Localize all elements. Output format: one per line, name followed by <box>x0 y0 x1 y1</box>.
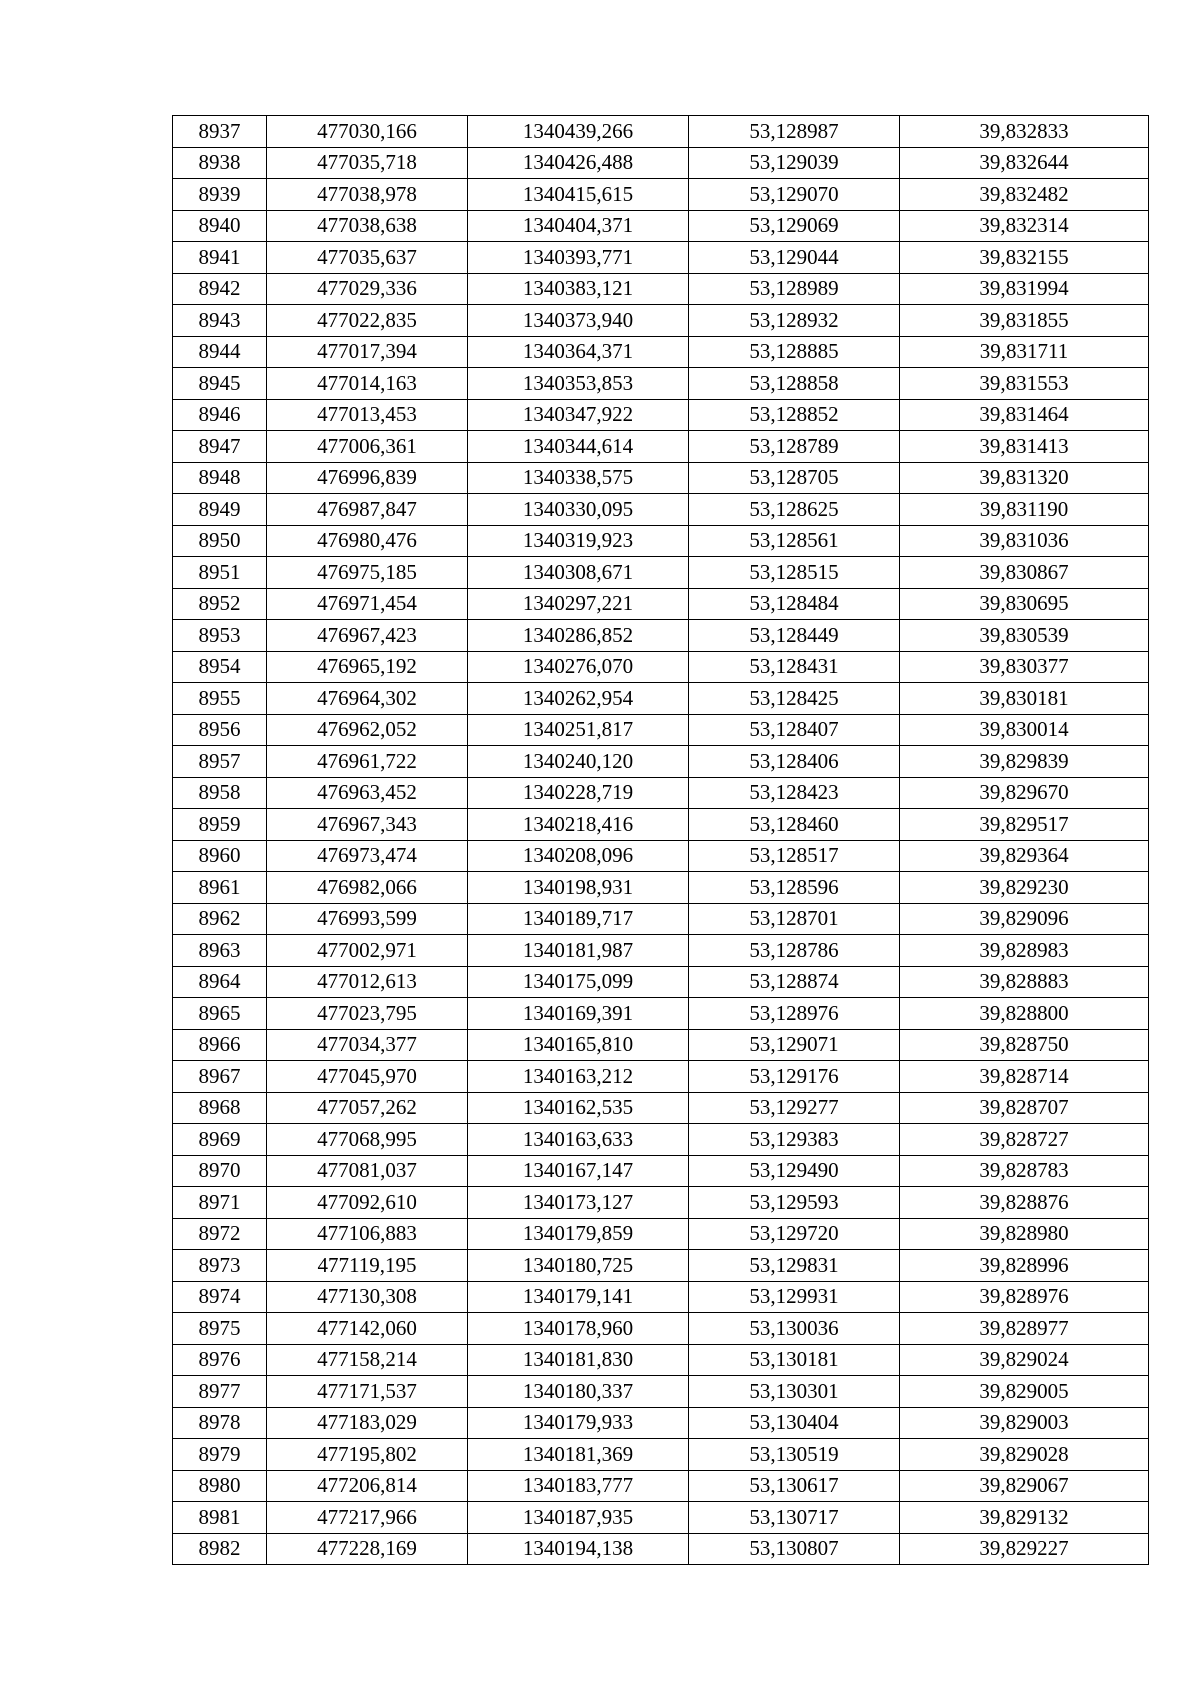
x-coordinate-cell: 477068,995 <box>267 1124 468 1156</box>
table-row <box>173 1344 1149 1376</box>
point-number-cell: 8938 <box>173 147 267 179</box>
x-coordinate-cell: 477119,195 <box>267 1250 468 1282</box>
latitude-cell: 53,129069 <box>689 210 900 242</box>
latitude-cell: 53,128705 <box>689 462 900 494</box>
y-coordinate-cell: 1340163,212 <box>468 1061 689 1093</box>
x-coordinate-cell: 476993,599 <box>267 903 468 935</box>
latitude-cell: 53,128625 <box>689 494 900 526</box>
point-number-cell: 8981 <box>173 1502 267 1534</box>
longitude-cell: 39,828800 <box>900 998 1149 1030</box>
y-coordinate-cell: 1340175,099 <box>468 966 689 998</box>
x-coordinate-cell: 476964,302 <box>267 683 468 715</box>
table-row <box>173 462 1149 494</box>
point-number-cell: 8975 <box>173 1313 267 1345</box>
x-coordinate-cell: 476987,847 <box>267 494 468 526</box>
longitude-cell: 39,828883 <box>900 966 1149 998</box>
x-coordinate-cell: 477045,970 <box>267 1061 468 1093</box>
point-number-cell: 8939 <box>173 179 267 211</box>
longitude-cell: 39,832482 <box>900 179 1149 211</box>
table-row <box>173 1092 1149 1124</box>
point-number-cell: 8950 <box>173 525 267 557</box>
x-coordinate-cell: 476982,066 <box>267 872 468 904</box>
table-row <box>173 651 1149 683</box>
latitude-cell: 53,128885 <box>689 336 900 368</box>
y-coordinate-cell: 1340383,121 <box>468 273 689 305</box>
x-coordinate-cell: 477030,166 <box>267 116 468 148</box>
latitude-cell: 53,129931 <box>689 1281 900 1313</box>
y-coordinate-cell: 1340208,096 <box>468 840 689 872</box>
longitude-cell: 39,831994 <box>900 273 1149 305</box>
point-number-cell: 8965 <box>173 998 267 1030</box>
y-coordinate-cell: 1340330,095 <box>468 494 689 526</box>
table-row <box>173 1218 1149 1250</box>
latitude-cell: 53,128561 <box>689 525 900 557</box>
y-coordinate-cell: 1340162,535 <box>468 1092 689 1124</box>
point-number-cell: 8957 <box>173 746 267 778</box>
point-number-cell: 8980 <box>173 1470 267 1502</box>
table-row <box>173 840 1149 872</box>
table-row <box>173 494 1149 526</box>
y-coordinate-cell: 1340165,810 <box>468 1029 689 1061</box>
x-coordinate-cell: 477057,262 <box>267 1092 468 1124</box>
table-row <box>173 620 1149 652</box>
longitude-cell: 39,828976 <box>900 1281 1149 1313</box>
table-row <box>173 1502 1149 1534</box>
table-row <box>173 1376 1149 1408</box>
latitude-cell: 53,130301 <box>689 1376 900 1408</box>
point-number-cell: 8972 <box>173 1218 267 1250</box>
x-coordinate-cell: 476962,052 <box>267 714 468 746</box>
y-coordinate-cell: 1340194,138 <box>468 1533 689 1565</box>
latitude-cell: 53,128874 <box>689 966 900 998</box>
point-number-cell: 8968 <box>173 1092 267 1124</box>
latitude-cell: 53,129490 <box>689 1155 900 1187</box>
table-row <box>173 1029 1149 1061</box>
x-coordinate-cell: 477014,163 <box>267 368 468 400</box>
latitude-cell: 53,128596 <box>689 872 900 904</box>
y-coordinate-cell: 1340393,771 <box>468 242 689 274</box>
table-row <box>173 1281 1149 1313</box>
table-row <box>173 336 1149 368</box>
y-coordinate-cell: 1340173,127 <box>468 1187 689 1219</box>
latitude-cell: 53,130807 <box>689 1533 900 1565</box>
latitude-cell: 53,128515 <box>689 557 900 589</box>
point-number-cell: 8977 <box>173 1376 267 1408</box>
latitude-cell: 53,129071 <box>689 1029 900 1061</box>
latitude-cell: 53,129383 <box>689 1124 900 1156</box>
latitude-cell: 53,128517 <box>689 840 900 872</box>
point-number-cell: 8969 <box>173 1124 267 1156</box>
longitude-cell: 39,831413 <box>900 431 1149 463</box>
x-coordinate-cell: 477183,029 <box>267 1407 468 1439</box>
point-number-cell: 8959 <box>173 809 267 841</box>
latitude-cell: 53,129176 <box>689 1061 900 1093</box>
table-row <box>173 809 1149 841</box>
x-coordinate-cell: 476980,476 <box>267 525 468 557</box>
latitude-cell: 53,130036 <box>689 1313 900 1345</box>
table-row <box>173 1124 1149 1156</box>
latitude-cell: 53,128701 <box>689 903 900 935</box>
y-coordinate-cell: 1340347,922 <box>468 399 689 431</box>
point-number-cell: 8966 <box>173 1029 267 1061</box>
point-number-cell: 8973 <box>173 1250 267 1282</box>
point-number-cell: 8974 <box>173 1281 267 1313</box>
y-coordinate-cell: 1340240,120 <box>468 746 689 778</box>
latitude-cell: 53,128786 <box>689 935 900 967</box>
latitude-cell: 53,128852 <box>689 399 900 431</box>
y-coordinate-cell: 1340404,371 <box>468 210 689 242</box>
point-number-cell: 8943 <box>173 305 267 337</box>
longitude-cell: 39,829028 <box>900 1439 1149 1471</box>
y-coordinate-cell: 1340373,940 <box>468 305 689 337</box>
longitude-cell: 39,829096 <box>900 903 1149 935</box>
point-number-cell: 8960 <box>173 840 267 872</box>
y-coordinate-cell: 1340181,369 <box>468 1439 689 1471</box>
latitude-cell: 53,130617 <box>689 1470 900 1502</box>
x-coordinate-cell: 477029,336 <box>267 273 468 305</box>
x-coordinate-cell: 476965,192 <box>267 651 468 683</box>
y-coordinate-cell: 1340180,725 <box>468 1250 689 1282</box>
longitude-cell: 39,828750 <box>900 1029 1149 1061</box>
table-row <box>173 1061 1149 1093</box>
point-number-cell: 8967 <box>173 1061 267 1093</box>
latitude-cell: 53,129039 <box>689 147 900 179</box>
table-row <box>173 242 1149 274</box>
longitude-cell: 39,830695 <box>900 588 1149 620</box>
point-number-cell: 8961 <box>173 872 267 904</box>
y-coordinate-cell: 1340276,070 <box>468 651 689 683</box>
longitude-cell: 39,829517 <box>900 809 1149 841</box>
table-row <box>173 1155 1149 1187</box>
longitude-cell: 39,830867 <box>900 557 1149 589</box>
point-number-cell: 8948 <box>173 462 267 494</box>
table-row <box>173 966 1149 998</box>
x-coordinate-cell: 477158,214 <box>267 1344 468 1376</box>
x-coordinate-cell: 477206,814 <box>267 1470 468 1502</box>
x-coordinate-cell: 477002,971 <box>267 935 468 967</box>
point-number-cell: 8947 <box>173 431 267 463</box>
point-number-cell: 8951 <box>173 557 267 589</box>
point-number-cell: 8970 <box>173 1155 267 1187</box>
latitude-cell: 53,129044 <box>689 242 900 274</box>
x-coordinate-cell: 477035,637 <box>267 242 468 274</box>
latitude-cell: 53,128425 <box>689 683 900 715</box>
x-coordinate-cell: 477081,037 <box>267 1155 468 1187</box>
latitude-cell: 53,130717 <box>689 1502 900 1534</box>
y-coordinate-cell: 1340262,954 <box>468 683 689 715</box>
point-number-cell: 8937 <box>173 116 267 148</box>
x-coordinate-cell: 477130,308 <box>267 1281 468 1313</box>
point-number-cell: 8955 <box>173 683 267 715</box>
longitude-cell: 39,830377 <box>900 651 1149 683</box>
longitude-cell: 39,829670 <box>900 777 1149 809</box>
table-row <box>173 1187 1149 1219</box>
y-coordinate-cell: 1340169,391 <box>468 998 689 1030</box>
x-coordinate-cell: 476973,474 <box>267 840 468 872</box>
table-row <box>173 557 1149 589</box>
table-row <box>173 431 1149 463</box>
x-coordinate-cell: 477022,835 <box>267 305 468 337</box>
y-coordinate-cell: 1340338,575 <box>468 462 689 494</box>
latitude-cell: 53,129277 <box>689 1092 900 1124</box>
y-coordinate-cell: 1340198,931 <box>468 872 689 904</box>
y-coordinate-cell: 1340163,633 <box>468 1124 689 1156</box>
latitude-cell: 53,130404 <box>689 1407 900 1439</box>
table-row <box>173 525 1149 557</box>
table-row <box>173 179 1149 211</box>
longitude-cell: 39,829230 <box>900 872 1149 904</box>
latitude-cell: 53,128407 <box>689 714 900 746</box>
latitude-cell: 53,129720 <box>689 1218 900 1250</box>
longitude-cell: 39,828714 <box>900 1061 1149 1093</box>
x-coordinate-cell: 476967,343 <box>267 809 468 841</box>
table-row <box>173 683 1149 715</box>
x-coordinate-cell: 477012,613 <box>267 966 468 998</box>
longitude-cell: 39,829024 <box>900 1344 1149 1376</box>
point-number-cell: 8946 <box>173 399 267 431</box>
y-coordinate-cell: 1340181,830 <box>468 1344 689 1376</box>
latitude-cell: 53,128484 <box>689 588 900 620</box>
longitude-cell: 39,829005 <box>900 1376 1149 1408</box>
longitude-cell: 39,828783 <box>900 1155 1149 1187</box>
y-coordinate-cell: 1340189,717 <box>468 903 689 935</box>
latitude-cell: 53,130181 <box>689 1344 900 1376</box>
table-row <box>173 399 1149 431</box>
latitude-cell: 53,128460 <box>689 809 900 841</box>
longitude-cell: 39,828977 <box>900 1313 1149 1345</box>
coordinates-table-body <box>173 116 1149 1565</box>
x-coordinate-cell: 477092,610 <box>267 1187 468 1219</box>
latitude-cell: 53,128989 <box>689 273 900 305</box>
latitude-cell: 53,129593 <box>689 1187 900 1219</box>
point-number-cell: 8942 <box>173 273 267 305</box>
latitude-cell: 53,128423 <box>689 777 900 809</box>
table-row <box>173 147 1149 179</box>
point-number-cell: 8982 <box>173 1533 267 1565</box>
y-coordinate-cell: 1340426,488 <box>468 147 689 179</box>
x-coordinate-cell: 476963,452 <box>267 777 468 809</box>
point-number-cell: 8958 <box>173 777 267 809</box>
latitude-cell: 53,128932 <box>689 305 900 337</box>
point-number-cell: 8954 <box>173 651 267 683</box>
point-number-cell: 8963 <box>173 935 267 967</box>
x-coordinate-cell: 477195,802 <box>267 1439 468 1471</box>
table-row <box>173 368 1149 400</box>
latitude-cell: 53,129831 <box>689 1250 900 1282</box>
y-coordinate-cell: 1340179,933 <box>468 1407 689 1439</box>
longitude-cell: 39,828983 <box>900 935 1149 967</box>
x-coordinate-cell: 477228,169 <box>267 1533 468 1565</box>
y-coordinate-cell: 1340251,817 <box>468 714 689 746</box>
y-coordinate-cell: 1340218,416 <box>468 809 689 841</box>
point-number-cell: 8953 <box>173 620 267 652</box>
point-number-cell: 8956 <box>173 714 267 746</box>
longitude-cell: 39,832833 <box>900 116 1149 148</box>
longitude-cell: 39,831464 <box>900 399 1149 431</box>
latitude-cell: 53,128789 <box>689 431 900 463</box>
x-coordinate-cell: 477017,394 <box>267 336 468 368</box>
longitude-cell: 39,829132 <box>900 1502 1149 1534</box>
longitude-cell: 39,828707 <box>900 1092 1149 1124</box>
point-number-cell: 8941 <box>173 242 267 274</box>
y-coordinate-cell: 1340415,615 <box>468 179 689 211</box>
latitude-cell: 53,128431 <box>689 651 900 683</box>
y-coordinate-cell: 1340286,852 <box>468 620 689 652</box>
x-coordinate-cell: 476967,423 <box>267 620 468 652</box>
table-row <box>173 116 1149 148</box>
x-coordinate-cell: 477035,718 <box>267 147 468 179</box>
longitude-cell: 39,829003 <box>900 1407 1149 1439</box>
longitude-cell: 39,832644 <box>900 147 1149 179</box>
longitude-cell: 39,829067 <box>900 1470 1149 1502</box>
longitude-cell: 39,828876 <box>900 1187 1149 1219</box>
x-coordinate-cell: 477013,453 <box>267 399 468 431</box>
x-coordinate-cell: 477038,638 <box>267 210 468 242</box>
y-coordinate-cell: 1340364,371 <box>468 336 689 368</box>
longitude-cell: 39,831190 <box>900 494 1149 526</box>
longitude-cell: 39,828727 <box>900 1124 1149 1156</box>
point-number-cell: 8944 <box>173 336 267 368</box>
x-coordinate-cell: 476961,722 <box>267 746 468 778</box>
y-coordinate-cell: 1340178,960 <box>468 1313 689 1345</box>
point-number-cell: 8945 <box>173 368 267 400</box>
latitude-cell: 53,128858 <box>689 368 900 400</box>
point-number-cell: 8978 <box>173 1407 267 1439</box>
x-coordinate-cell: 477171,537 <box>267 1376 468 1408</box>
y-coordinate-cell: 1340319,923 <box>468 525 689 557</box>
longitude-cell: 39,831036 <box>900 525 1149 557</box>
x-coordinate-cell: 477034,377 <box>267 1029 468 1061</box>
longitude-cell: 39,828996 <box>900 1250 1149 1282</box>
longitude-cell: 39,829364 <box>900 840 1149 872</box>
latitude-cell: 53,128976 <box>689 998 900 1030</box>
x-coordinate-cell: 476975,185 <box>267 557 468 589</box>
longitude-cell: 39,830014 <box>900 714 1149 746</box>
y-coordinate-cell: 1340187,935 <box>468 1502 689 1534</box>
longitude-cell: 39,828980 <box>900 1218 1149 1250</box>
table-row <box>173 998 1149 1030</box>
latitude-cell: 53,130519 <box>689 1439 900 1471</box>
table-row <box>173 1439 1149 1471</box>
longitude-cell: 39,831855 <box>900 305 1149 337</box>
x-coordinate-cell: 477023,795 <box>267 998 468 1030</box>
y-coordinate-cell: 1340439,266 <box>468 116 689 148</box>
table-row <box>173 1407 1149 1439</box>
point-number-cell: 8964 <box>173 966 267 998</box>
point-number-cell: 8962 <box>173 903 267 935</box>
longitude-cell: 39,829227 <box>900 1533 1149 1565</box>
table-row <box>173 588 1149 620</box>
x-coordinate-cell: 476971,454 <box>267 588 468 620</box>
y-coordinate-cell: 1340228,719 <box>468 777 689 809</box>
y-coordinate-cell: 1340179,141 <box>468 1281 689 1313</box>
table-row <box>173 305 1149 337</box>
longitude-cell: 39,830181 <box>900 683 1149 715</box>
y-coordinate-cell: 1340180,337 <box>468 1376 689 1408</box>
y-coordinate-cell: 1340183,777 <box>468 1470 689 1502</box>
point-number-cell: 8976 <box>173 1344 267 1376</box>
table-row <box>173 273 1149 305</box>
y-coordinate-cell: 1340167,147 <box>468 1155 689 1187</box>
table-row <box>173 210 1149 242</box>
y-coordinate-cell: 1340344,614 <box>468 431 689 463</box>
x-coordinate-cell: 477106,883 <box>267 1218 468 1250</box>
longitude-cell: 39,829839 <box>900 746 1149 778</box>
y-coordinate-cell: 1340181,987 <box>468 935 689 967</box>
y-coordinate-cell: 1340353,853 <box>468 368 689 400</box>
point-number-cell: 8949 <box>173 494 267 526</box>
longitude-cell: 39,832155 <box>900 242 1149 274</box>
latitude-cell: 53,128449 <box>689 620 900 652</box>
table-row <box>173 746 1149 778</box>
table-row <box>173 1470 1149 1502</box>
x-coordinate-cell: 477006,361 <box>267 431 468 463</box>
x-coordinate-cell: 476996,839 <box>267 462 468 494</box>
latitude-cell: 53,128406 <box>689 746 900 778</box>
x-coordinate-cell: 477038,978 <box>267 179 468 211</box>
table-row <box>173 1313 1149 1345</box>
point-number-cell: 8979 <box>173 1439 267 1471</box>
table-row <box>173 1533 1149 1565</box>
point-number-cell: 8940 <box>173 210 267 242</box>
table-row <box>173 777 1149 809</box>
longitude-cell: 39,830539 <box>900 620 1149 652</box>
latitude-cell: 53,128987 <box>689 116 900 148</box>
point-number-cell: 8971 <box>173 1187 267 1219</box>
table-row <box>173 714 1149 746</box>
table-row <box>173 903 1149 935</box>
table-row <box>173 935 1149 967</box>
x-coordinate-cell: 477217,966 <box>267 1502 468 1534</box>
coordinates-table <box>172 115 1149 1565</box>
table-row <box>173 872 1149 904</box>
latitude-cell: 53,129070 <box>689 179 900 211</box>
longitude-cell: 39,831553 <box>900 368 1149 400</box>
longitude-cell: 39,831320 <box>900 462 1149 494</box>
longitude-cell: 39,831711 <box>900 336 1149 368</box>
point-number-cell: 8952 <box>173 588 267 620</box>
y-coordinate-cell: 1340297,221 <box>468 588 689 620</box>
longitude-cell: 39,832314 <box>900 210 1149 242</box>
table-row <box>173 1250 1149 1282</box>
y-coordinate-cell: 1340308,671 <box>468 557 689 589</box>
x-coordinate-cell: 477142,060 <box>267 1313 468 1345</box>
y-coordinate-cell: 1340179,859 <box>468 1218 689 1250</box>
